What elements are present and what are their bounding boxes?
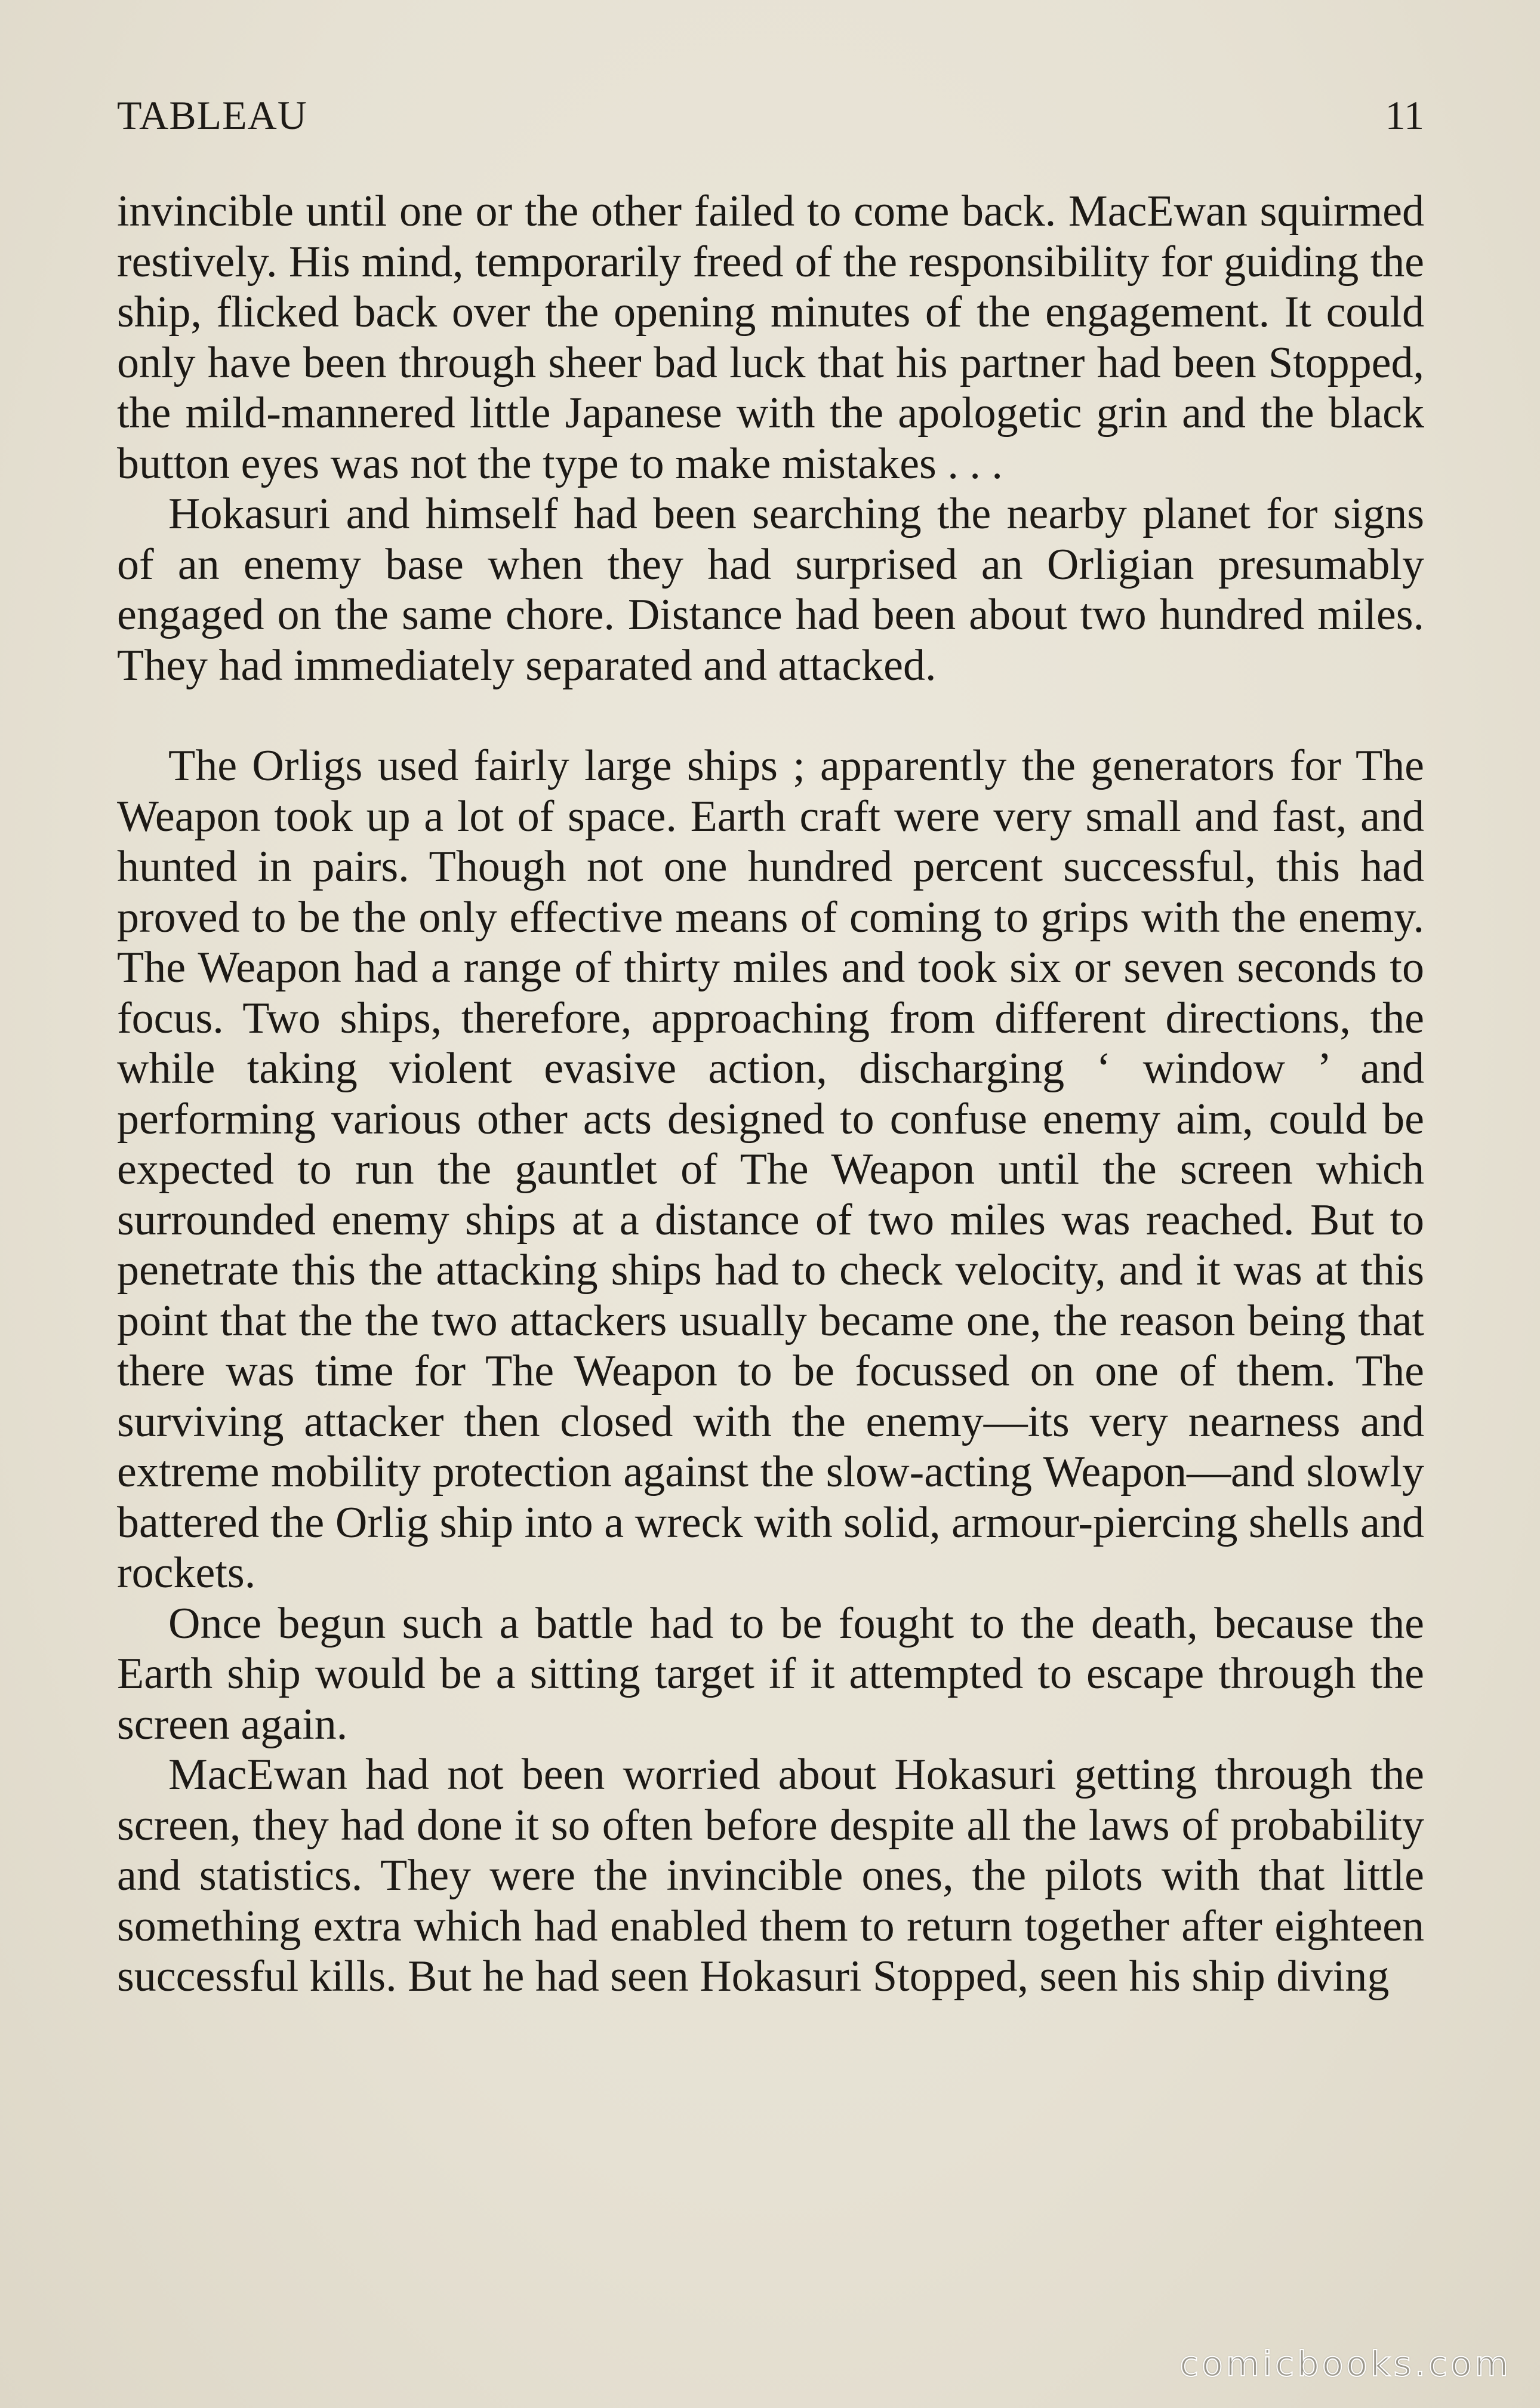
page-number: 11	[1385, 93, 1424, 138]
paragraph-battle-to-death: Once begun such a battle had to be fought to the death, because the Earth ship would be a sitting target if it attempted to escape through the screen again.	[117, 1599, 1424, 1749]
site-watermark: comicbooks.com	[1179, 2344, 1511, 2384]
paragraph-hokasuri-search: Hokasuri and himself had been searching the nearby planet for signs of an enemy base when they had surprised an Orligian presumably engaged on the same chore. Distance had been about two hundred miles. They had immediately separated and attacked.	[117, 489, 1424, 690]
paragraph-continuation: invincible until one or the other failed to come back. MacEwan squirmed restively. His mind, temporarily freed of the responsibility for guiding the ship, flicked back over the opening minutes of the engagement. It could only have been through sheer bad luck that his partner had been Stopped, the mild-mannered little Japanese with the apologetic grin and the black button eyes was not the type to make mistakes . . .	[117, 187, 1424, 488]
paragraph-macewan-worry: MacEwan had not been worried about Hokasuri getting through the screen, they had done it so often before despite all the laws of probability and statistics. They were the invincible ones, the pilots with that little something extra which had enabled them to return together after eighteen successful kills. But he had seen Hokasuri Stopped, seen his ship diving	[117, 1750, 1424, 2001]
running-head-title: TABLEAU	[117, 93, 307, 138]
body-text	[117, 186, 1424, 2002]
paragraph-orlig-ships: The Orligs used fairly large ships ; apparently the generators for The Weapon took up a lot of space. Earth craft were very small and fast, and hunted in pairs. Though not one hundred percent successful, this had proved to be the only effective means of coming to grips with the enemy. The Weapon had a range of thirty miles and took six or seven seconds to focus. Two ships, therefore, approaching from different directions, the while taking violent evasive action, discharging ‘ window ’ and performing various other acts designed to confuse enemy aim, could be expected to run the gauntlet of The Weapon until the screen which surrounded enemy ships at a distance of two miles was reached. But to penetrate this the attacking ships had to check velocity, and it was at this point that the the two attackers usually became one, the reason being that there was time for The Weapon to be focussed on one of them. The surviving attacker then closed with the enemy—its very nearness and extreme mobility protection against the slow-acting Weapon—and slowly battered the Orlig ship into a wreck with solid, armour-piercing shells and rockets.	[117, 741, 1424, 1597]
running-head	[117, 88, 1424, 142]
